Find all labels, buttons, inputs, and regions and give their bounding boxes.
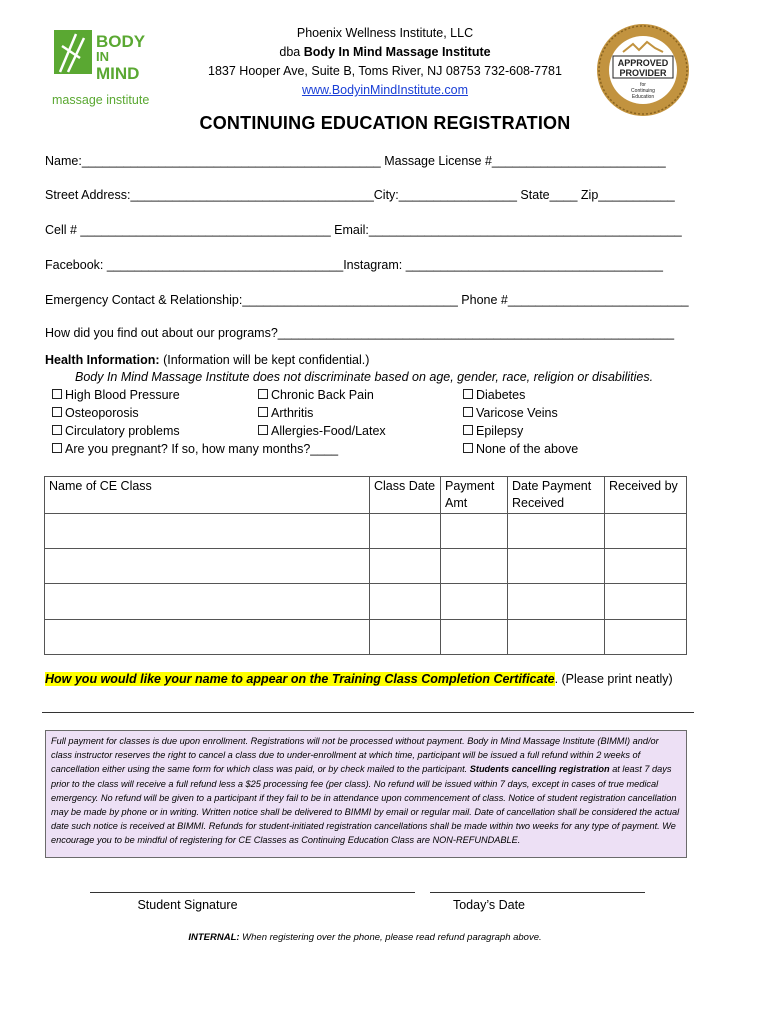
referral-field[interactable]: How did you find out about our programs?_________________________________________________________ [45,326,675,340]
seal-center5: Education [631,94,655,100]
checkbox-icon[interactable] [463,443,473,453]
table-cell[interactable] [605,584,687,620]
certificate-highlight: How you would like your name to appear on the Training Class Completion Certificate [45,672,555,686]
date-label: Today’s Date [452,898,526,912]
seal-center2: PROVIDER [619,68,667,78]
health-heading [45,353,369,367]
logo-line1: BODY [96,32,146,51]
table-cell[interactable] [605,549,687,584]
table-cell[interactable] [441,620,508,655]
checkbox-arthritis[interactable] [258,406,313,420]
dba-line [150,43,620,62]
table-cell[interactable] [370,514,441,549]
table-cell[interactable] [508,620,605,655]
checkbox-osteoporosis[interactable] [52,406,139,420]
checkbox-icon[interactable] [52,389,62,399]
checkbox-label: None of the above [476,442,579,456]
seal-center4: Continuing [631,88,655,94]
checkbox-high-blood-pressure[interactable] [52,388,180,402]
internal-text: When registering over the phone, please read refund paragraph above. [239,932,542,943]
checkbox-chronic-back-pain[interactable] [258,388,374,402]
header-date-received: Date Payment Received [508,477,605,514]
seal-center1: APPROVED [617,58,669,68]
header-class-name: Name of CE Class [45,477,370,514]
table-cell[interactable] [508,514,605,549]
checkbox-pregnant[interactable] [52,442,338,456]
website-link[interactable]: www.BodyinMindInstitute.com [301,83,469,97]
checkbox-icon[interactable] [52,407,62,417]
table-row[interactable] [45,620,687,655]
checkbox-none[interactable] [463,442,578,456]
address-field[interactable]: Street Address:___________________________________City:_________________ State____ Zip___________ [45,188,675,202]
social-field[interactable]: Facebook: __________________________________Instagram: _____________________________________ [45,258,663,272]
table-header-row [45,477,687,514]
checkbox-label: Arthritis [271,406,314,420]
refund-policy-box [45,730,687,858]
checkbox-label: High Blood Pressure [65,388,180,402]
seal-center3: for [640,82,646,88]
checkbox-icon[interactable] [258,407,268,417]
org-name: Phoenix Wellness Institute, LLC [296,26,474,40]
table-cell[interactable] [45,620,370,655]
cell-email-field[interactable]: Cell # ____________________________________ Email:_____________________________________________ [45,223,682,237]
certificate-name-line[interactable] [42,712,694,713]
logo-line2: IN [96,49,109,64]
date-line[interactable] [430,892,645,893]
table-row[interactable] [45,584,687,620]
table-row[interactable] [45,549,687,584]
dba-prefix: dba [279,45,304,59]
table-cell[interactable] [370,549,441,584]
checkbox-label: Epilepsy [476,424,524,438]
internal-note [0,932,730,943]
checkbox-circulatory[interactable] [52,424,180,438]
table-cell[interactable] [370,620,441,655]
checkbox-label: Osteoporosis [65,406,139,420]
header-received-by: Received by [605,477,687,514]
table-row[interactable] [45,514,687,549]
dba-name: Body In Mind Massage Institute [303,45,491,59]
certificate-suffix: . (Please print neatly) [554,672,673,686]
table-cell[interactable] [605,514,687,549]
checkbox-icon[interactable] [52,425,62,435]
internal-label: INTERNAL: [188,932,240,943]
checkbox-label: Chronic Back Pain [271,388,374,402]
approved-provider-seal [595,22,691,118]
checkbox-label: Diabetes [476,388,526,402]
checkbox-icon[interactable] [463,425,473,435]
header-payment-amt: Payment Amt [441,477,508,514]
checkbox-label: Circulatory problems [65,424,180,438]
header-block [150,24,620,100]
logo-line3: MIND [96,64,140,83]
checkbox-icon[interactable] [258,425,268,435]
checkbox-icon[interactable] [463,389,473,399]
nondiscrimination-note: Body In Mind Massage Institute does not discriminate based on age, gender, race, religion or disabilities. [75,370,654,384]
table-cell[interactable] [605,620,687,655]
table-cell[interactable] [441,549,508,584]
table-cell[interactable] [45,549,370,584]
health-note: (Information will be kept confidential.) [159,353,370,367]
header-class-date: Class Date [370,477,441,514]
policy-bold: Students cancelling registration [469,764,610,775]
checkbox-icon[interactable] [258,389,268,399]
logo-line4: massage institute [52,93,150,107]
page-title: CONTINUING EDUCATION REGISTRATION [199,113,571,133]
ce-class-table [44,476,687,655]
checkbox-label: Varicose Veins [476,406,558,420]
table-cell[interactable] [508,584,605,620]
health-label: Health Information: [45,353,160,367]
certificate-name-prompt [45,672,673,686]
checkbox-varicose-veins[interactable] [463,406,558,420]
checkbox-label: Allergies-Food/Latex [271,424,386,438]
table-cell[interactable] [45,514,370,549]
policy-text-2: at least 7 days prior to the class will receive a full refund less a $25 processing fee (per class). No refund will be issued within 7 days, except in cases of true medical emergency. No refund will be given to a participant if they fail to be in attendance upon commencement of class. Notice of student registration cancellation may be made by phone or in writing. Written notice shall be delivered to BIMMI by email or regular mail. Date of cancellation shall be considered the actual date such notice is received at BIMMI. Refunds for student-initiated registration cancellations shall be made within two weeks for any type of payment. We encourage you to be mindful of registering for CE Classes as Continuing Education Class are NON-REFUNDABLE. [51,764,680,846]
address: 1837 Hooper Ave, Suite B, Toms River, NJ 08753 732-608-7781 [208,64,562,78]
table-cell[interactable] [441,514,508,549]
student-signature-line[interactable] [90,892,415,893]
checkbox-diabetes[interactable] [463,388,525,402]
checkbox-icon[interactable] [463,407,473,417]
checkbox-icon[interactable] [52,443,62,453]
table-cell[interactable] [441,584,508,620]
student-signature-label: Student Signature [137,898,238,912]
checkbox-epilepsy[interactable] [463,424,523,438]
table-cell[interactable] [45,584,370,620]
policy-text-1: Full payment for classes is due upon enrollment. Registrations will not be processed without payment. Body in Mind Massage Institute (BIMMI) and/or class instructor reserves the right to cancel a class due to under-enrollment at which time, participant will be issued a full refund within 2 weeks of cancellation either using the same form for which class was paid, or by check mailed to the participant. [51,736,659,775]
table-cell[interactable] [370,584,441,620]
checkbox-allergies[interactable] [258,424,386,438]
checkbox-label: Are you pregnant? If so, how many months?____ [65,442,339,456]
table-cell[interactable] [508,549,605,584]
emergency-contact-field[interactable]: Emergency Contact & Relationship:_______________________________ Phone #__________________________ [45,293,689,307]
name-license-field[interactable]: Name:___________________________________________ Massage License #_________________________ [45,154,666,168]
